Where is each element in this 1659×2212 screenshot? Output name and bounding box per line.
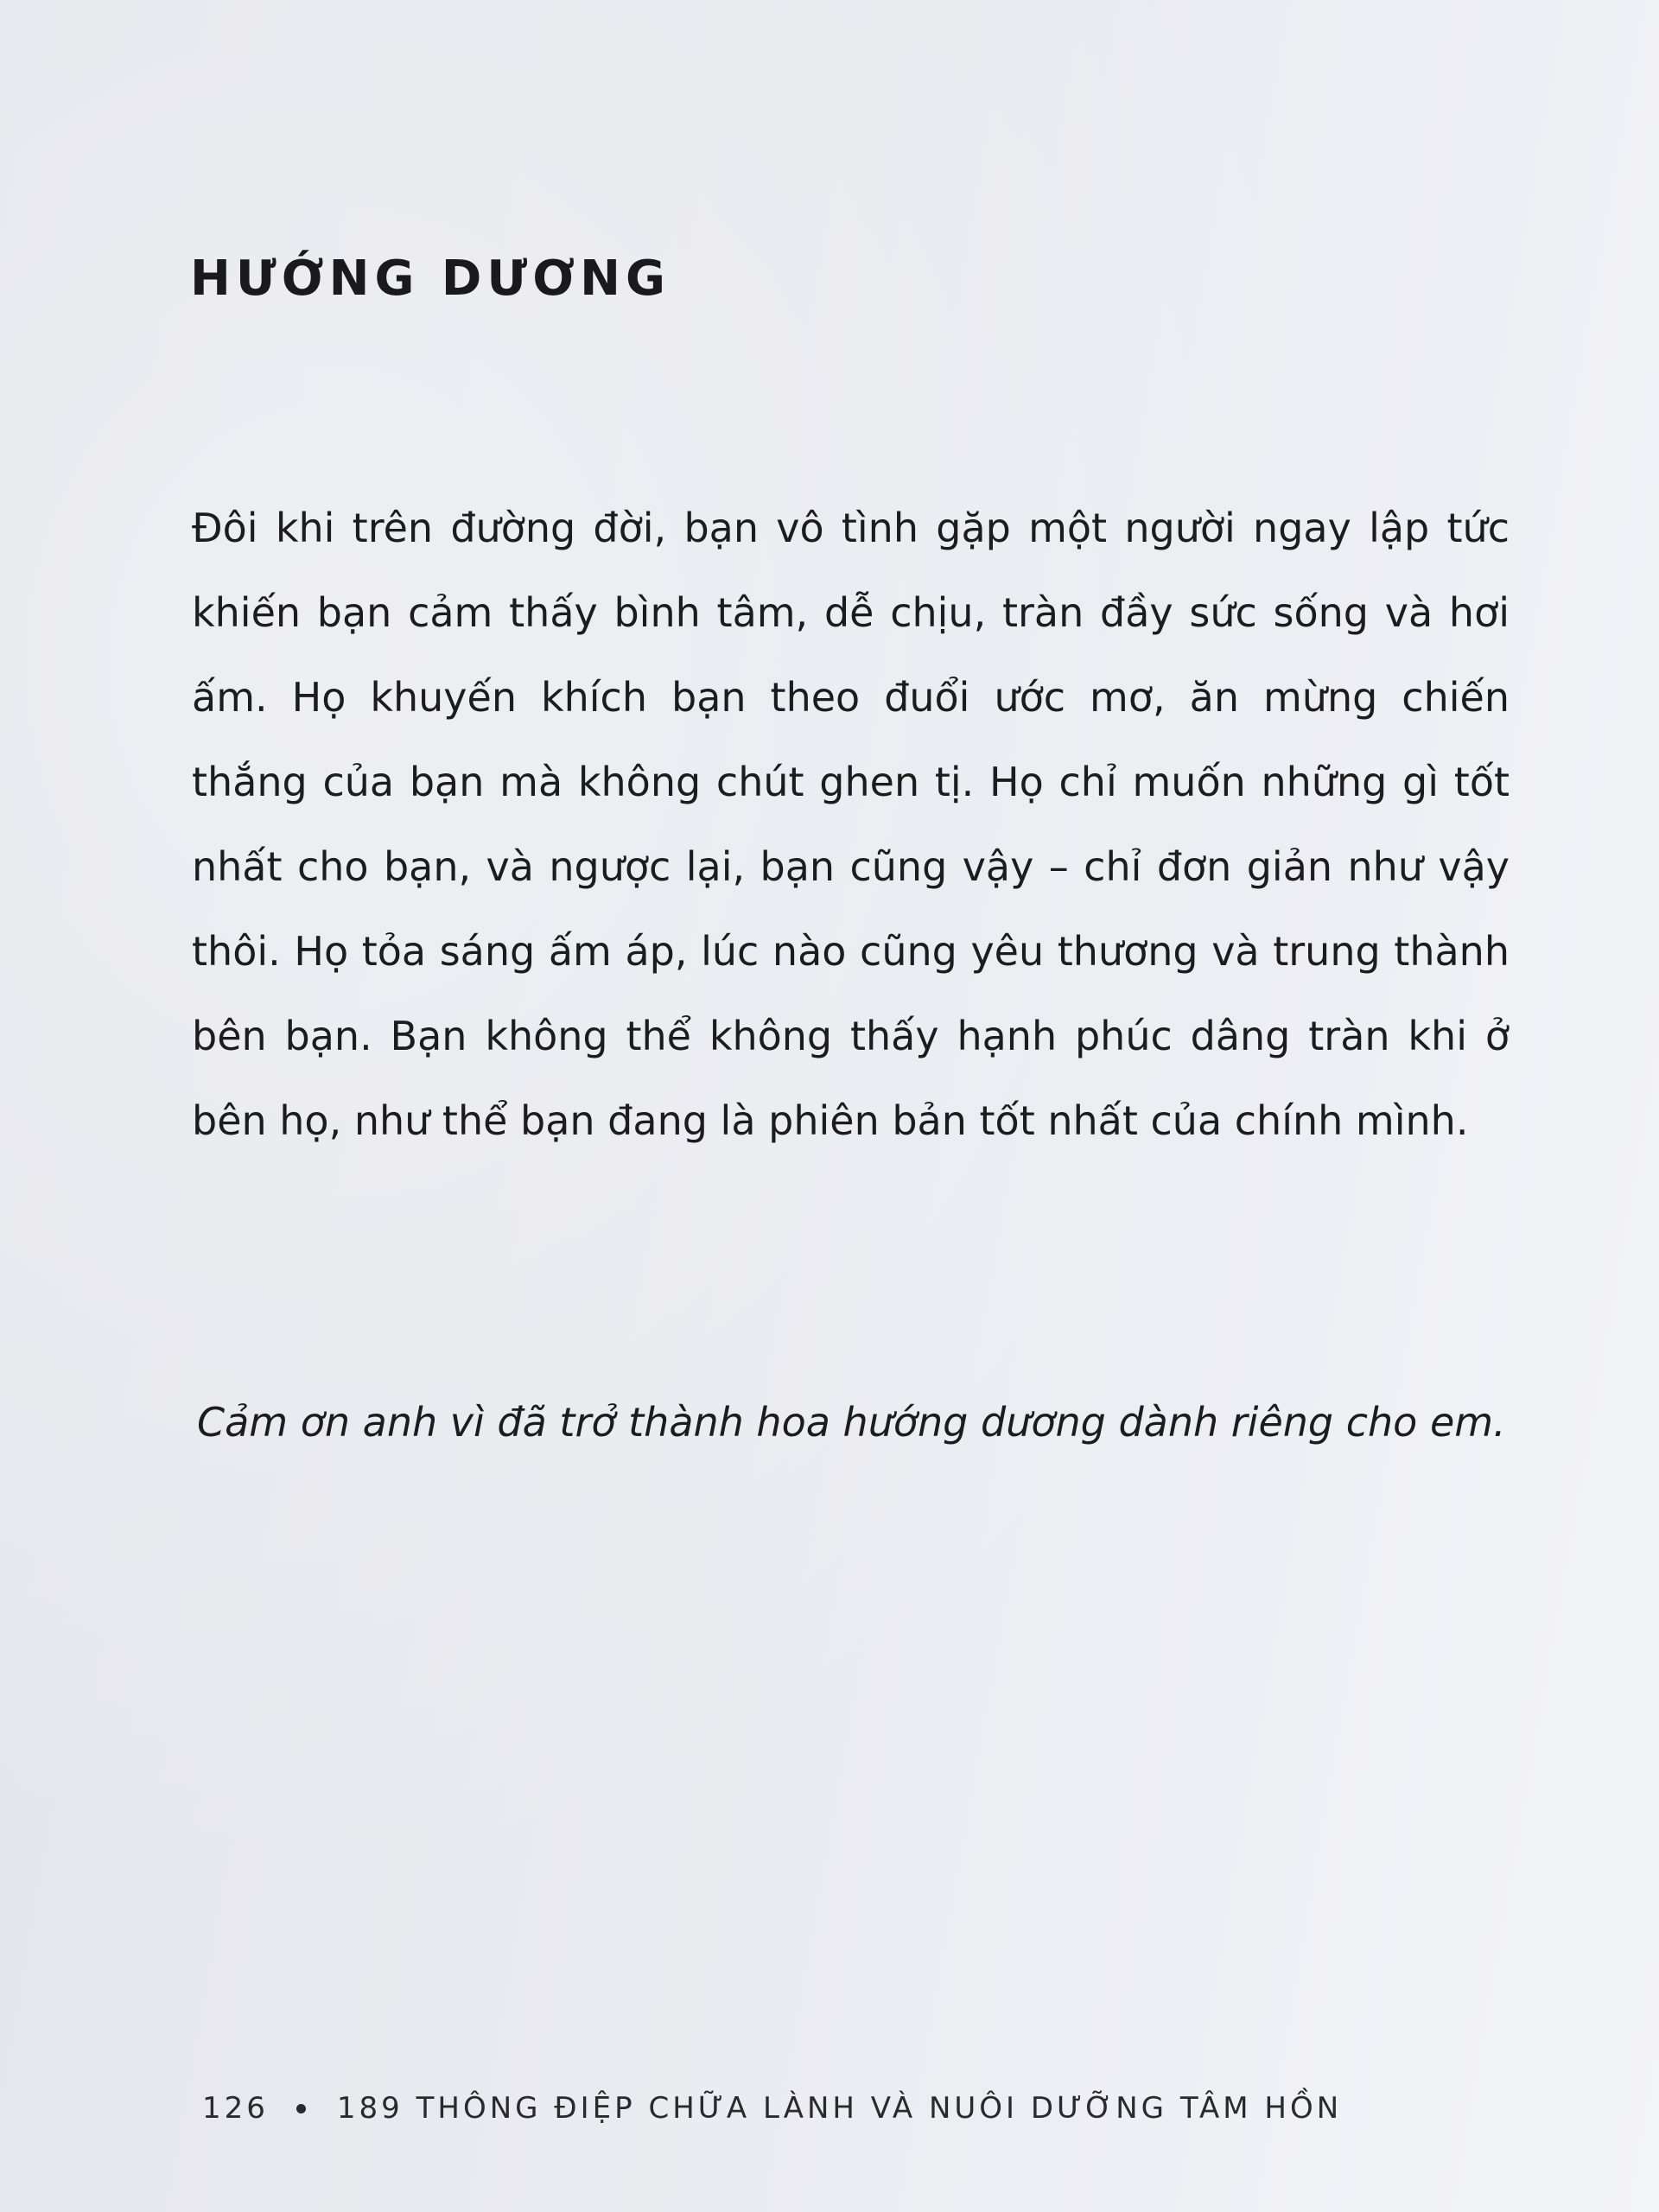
bullet-separator-icon [296,2104,306,2113]
page-number: 126 [202,2091,269,2126]
body-paragraph: Đôi khi trên đường đời, bạn vô tình gặp một người ngay lập tức khiến bạn cảm thấy bình tâm, dễ chịu, tràn đầy sức sống và hơi ấm. Họ khuyến khích bạn theo đuổi ước mơ, ăn mừng chiến thắng của bạn mà không chút ghen tị. Họ chỉ muốn những gì tốt nhất cho bạn, và ngược lại, bạn cũng vậy – chỉ đơn giản như vậy thôi. Họ tỏa sáng ấm áp, lúc nào cũng yêu thương và trung thành bên bạn. Bạn không thể không thấy hạnh phúc dâng tràn khi ở bên họ, như thể bạn đang là phiên bản tốt nhất của chính mình. [192,505,1510,1144]
page-footer [202,2091,1342,2126]
running-book-title: 189 THÔNG ĐIỆP CHỮA LÀNH VÀ NUÔI DƯỠNG TÂM HỒN [336,2091,1343,2126]
closing-dedication: Cảm ơn anh vì đã trở thành hoa hướng dương dành riêng cho em. [197,1399,1506,1446]
chapter-heading: HƯỚNG DƯƠNG [190,251,671,307]
